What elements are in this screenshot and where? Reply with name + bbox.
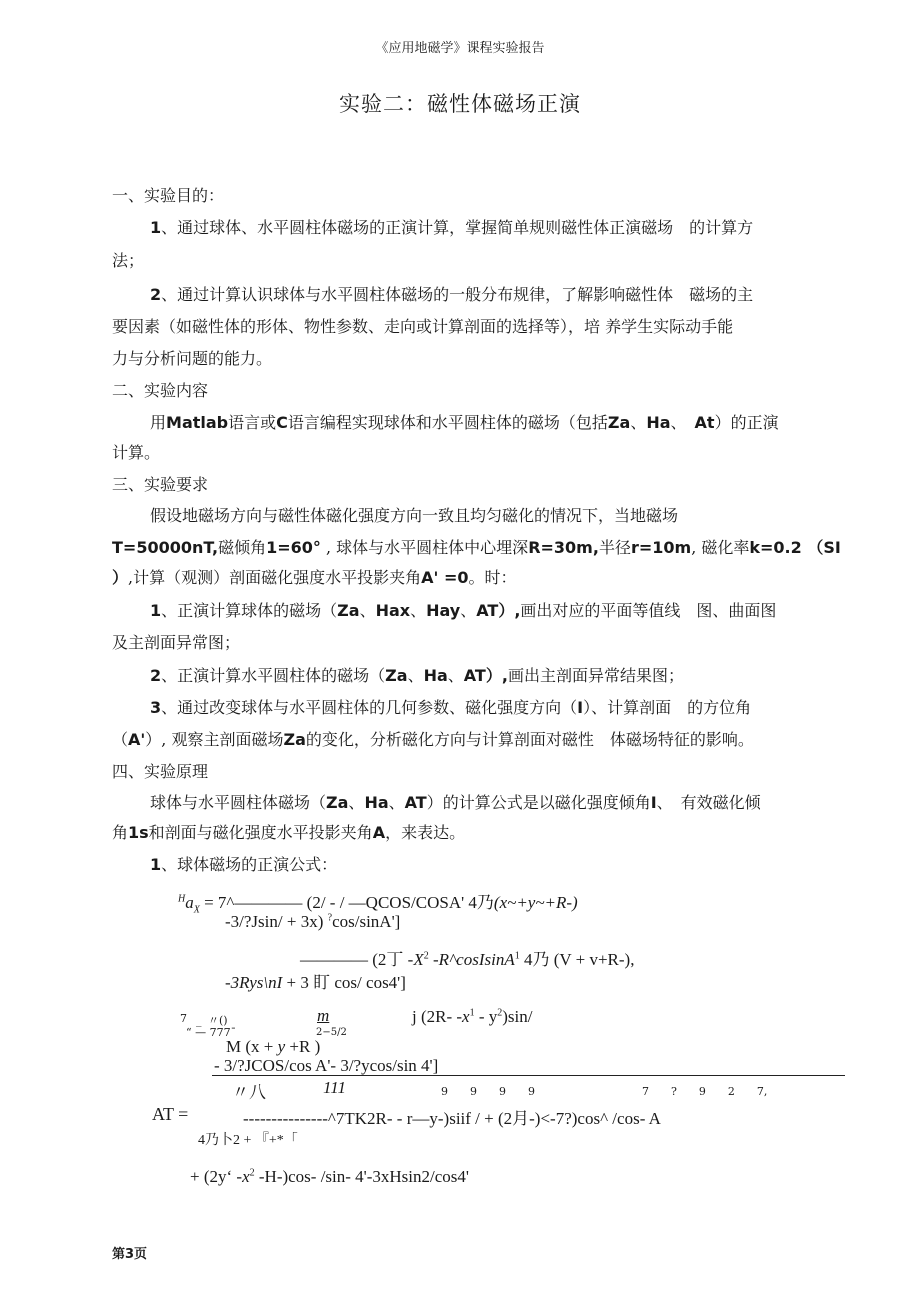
requirement-3-line-1 [150,695,751,718]
text: 角 [112,823,129,842]
expr: - y [474,1007,498,1026]
expr: ———— (2丁 [300,950,408,969]
formula-za-frag-d: “ — 777ˉ [186,1026,237,1039]
expr: (x~+y~+R-) [493,893,578,912]
keyword: AT [404,793,427,812]
item-number: 2 [150,666,162,685]
text: 、 [460,601,477,620]
text: , 磁化率 [691,538,750,557]
keyword: Hay [426,601,461,620]
section-1-heading: 一、实验目的： [112,186,225,205]
fraction-rule [212,1075,845,1076]
text: 、通过球体、水平圆柱体磁场的正演计算，掌握简单规则磁性体正演磁场 的计算方 [161,218,754,237]
param: T=50000nT, [112,538,219,557]
formula-za-exponent: 2−5/2 [316,1027,347,1038]
keyword: Ha [646,413,671,432]
keyword: 1s [128,823,149,842]
text: 、球体磁场的正演公式： [161,855,338,874]
text: 画出对应的平面等值线 图、曲面图 [520,601,777,620]
keyword: Ha [423,666,448,685]
keyword: I [650,793,657,812]
expr: +R ) [285,1037,321,1056]
superscript: 1 [469,1007,475,1019]
purpose-item-1-line-2: 法； [112,251,145,270]
formula-frag-ba: 〃八 [232,1083,266,1102]
formula-section-label [150,852,337,875]
text: 、 [670,413,695,432]
formula-za-line-3: - 3/?JCOS/cos A'- 3/?ycos/sin 4'] [214,1056,439,1075]
text: 、 [447,666,464,685]
page-number: 第3页 [112,1247,148,1262]
param: A' =0 [421,568,469,587]
text: 的变化，分析磁化方向与计算剖面对磁性 体磁场特征的影响。 [305,730,754,749]
expr: + 3 盯 cos/ cos4'] [282,973,406,992]
text: （ [112,730,129,749]
principle-line-1 [150,790,761,813]
item-number: 3 [150,698,162,717]
content-line-1 [150,410,779,433]
expr: cos/sinA'] [332,912,401,931]
formula-noise-row-b: 7 ? 9 2 7, [642,1085,768,1098]
formula-noise-row-a: 9 9 9 9 [441,1085,535,1098]
keyword: A' [128,730,146,749]
text: 画出主剖面异常结果图； [507,666,684,685]
item-number: 2 [150,285,162,304]
text: ）, 观察主剖面磁场 [145,730,284,749]
section-3-heading: 三、实验要求 [112,475,209,494]
text: 、 [359,601,376,620]
content-line-2: 计算。 [112,443,161,462]
keyword: Za [326,793,349,812]
keyword: C [276,413,288,432]
keyword: AT [476,601,499,620]
formula-za-frag-b: _ [196,1014,202,1027]
text: 、 [630,413,647,432]
formula-za-frag-a: 7 [180,1012,187,1025]
item-number: 1 [150,218,162,237]
superscript: ? [327,912,333,924]
item-number: 1 [150,601,162,620]
formula-za-line-2 [226,1037,320,1057]
keyword: Hax [375,601,411,620]
text: 、 [407,666,424,685]
keyword: Za [607,413,631,432]
purpose-item-2-line-1 [150,282,753,305]
keyword: Za [385,666,408,685]
text: 、 [348,793,365,812]
text: 、通过计算认识球体与水平圆柱体磁场的一般分布规律，了解影响磁性体 磁场的主 [161,285,754,304]
keyword: Za [283,730,306,749]
formula-frag-111: 111 [323,1078,346,1097]
text: 、正演计算球体的磁场（ [161,601,338,620]
keyword: A [372,823,386,842]
expr: x [242,1167,250,1186]
superscript: 2 [249,1167,255,1179]
text: 语言或 [228,413,277,432]
text: ）的正演 [714,413,779,432]
expr: M (x + [226,1037,278,1056]
expr: + (2y‘ - [190,1167,243,1186]
requirement-1-line-1 [150,598,776,621]
expr: -3/?Jsin/ + 3x) [225,912,328,931]
text: ） [112,568,129,587]
formula-hay-line-2 [225,968,406,993]
requirement-intro-line-2 [112,535,841,558]
formula-za-m: m [317,1006,330,1025]
param: R=30m, [528,538,599,557]
text: ）的计算公式是以磁化强度倾角 [426,793,651,812]
superscript: H [178,893,186,905]
text: 用 [150,413,167,432]
keyword: I [577,698,584,717]
keyword: Matlab [166,413,229,432]
param: r=10m [630,538,692,557]
formula-za-line-1 [412,1007,533,1027]
formula-hax-line-2 [225,912,400,932]
subscript: X [193,904,200,916]
superscript: 2 [497,1007,503,1019]
text: ）, [485,666,508,685]
text: 、 [388,793,405,812]
formula-hay-line-1 [300,945,634,970]
formula-at-denominator: 4乃卜2 + 『+*「 [198,1133,298,1148]
text: , 球体与水平圆柱体中心埋深 [320,538,529,557]
page-header: 《应用地磁学》课程实验报告 [375,41,545,56]
item-number: 1 [150,855,162,874]
formula-at-numerator: ---------------^7TK2R- - r—y-)siif / + (2月-)<-7?)cos^ /cos- A [243,1109,661,1128]
text: 和剖面与磁化强度水平投影夹角 [148,823,373,842]
text: ）, [498,601,521,620]
superscript: 1 [514,950,520,962]
param: 1=60° [266,538,321,557]
text: 球体与水平圆柱体磁场（ [150,793,327,812]
text: 语言编程实现球体和水平圆柱体的磁场（包括 [287,413,608,432]
formula-at-label: AT = [152,1104,189,1124]
param: k=0.2 （SI [749,538,841,557]
purpose-item-1-line-1 [150,215,753,238]
expr: -R^cosIsinA [428,950,515,969]
expr: 4乃 (V + v+R-), [519,950,635,969]
text: 磁倾角 [218,538,267,557]
keyword: Ha [364,793,389,812]
requirement-intro-line-1: 假设地磁场方向与磁性体磁化强度方向一致且均匀磁化的情况下，当地磁场 [150,506,679,525]
expr: -H-)cos- /sin- 4'-3xHsin2/cos4' [254,1167,469,1186]
expr: = 7^———— (2/ - / —QCOS/COSA' 4乃 [199,893,494,912]
expr: j (2R- - [412,1007,463,1026]
text: 、正演计算水平圆柱体的磁场（ [161,666,386,685]
text: 、 有效磁化倾 [656,793,761,812]
text: 、 [410,601,427,620]
symbol: a [185,893,194,912]
section-4-heading: 四、实验原理 [112,762,209,781]
requirement-3-line-2 [112,727,754,750]
page-title: 实验二：磁性体磁场正演 [339,92,581,116]
formula-at-line-2 [190,1167,469,1187]
purpose-item-2-line-2: 要因素（如磁性体的形体、物性参数、走向或计算剖面的选择等），培 养学生实际动手能 [112,317,734,336]
section-2-heading: 二、实验内容 [112,381,209,400]
expr: -X [407,950,424,969]
text: 、通过改变球体与水平圆柱体的几何参数、磁化强度方向（ [161,698,578,717]
formula-za-frag-c: 〃() [208,1014,228,1027]
requirement-1-line-2: 及主剖面异常图； [112,633,241,652]
requirement-intro-line-3 [112,565,517,588]
keyword: At [694,413,715,432]
text: ）、计算剖面 的方位角 [583,698,752,717]
expr: )sin/ [502,1007,533,1026]
text: 半径 [598,538,631,557]
expr: y [277,1037,286,1056]
principle-line-2 [112,820,465,843]
purpose-item-2-line-3: 力与分析问题的能力。 [112,349,273,368]
superscript: 2 [423,950,429,962]
keyword: Za [337,601,360,620]
keyword: AT [463,666,486,685]
expr: -3Rys\nI [225,973,283,992]
text: ,计算（观测）剖面磁化强度水平投影夹角 [128,568,422,587]
text: 。时： [468,568,517,587]
expr: x [462,1007,470,1026]
text: ，来表达。 [385,823,466,842]
requirement-2 [150,663,684,686]
